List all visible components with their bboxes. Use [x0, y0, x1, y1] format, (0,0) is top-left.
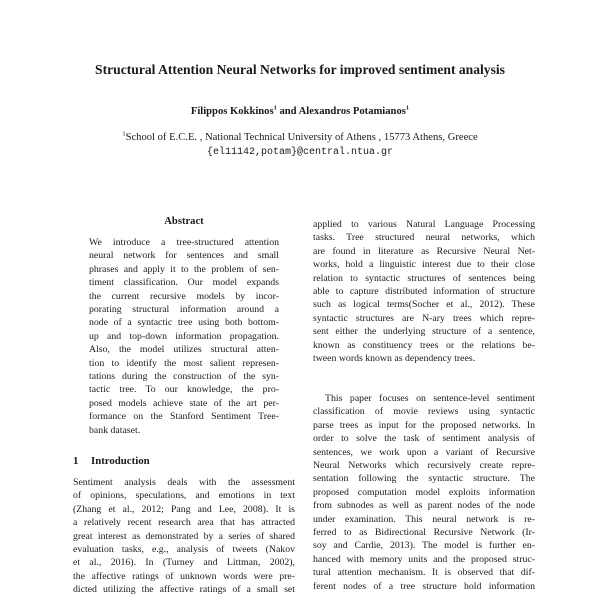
introduction-line: of opinions, speculations, and emotions in text — [73, 490, 295, 502]
paragraph-line: known as constituency trees or the relations be- — [313, 339, 535, 351]
paragraph-line: classification of movie reviews using syntactic — [313, 406, 535, 418]
abstract-line: up and top-down information propagation. — [89, 330, 279, 342]
paragraph-line: sent either the underlying structure of a sentence, — [313, 326, 535, 338]
paragraph-line: sentences, we work upon a variant of Recursive — [313, 446, 535, 458]
paragraph-line: soy and Cardie, 2013). The model is further en- — [313, 540, 535, 552]
abstract-line: bank dataset. — [89, 424, 141, 436]
abstract-line: node of a syntactic tree using both bottom- — [89, 317, 279, 329]
abstract-line: neural network for sentences and small — [89, 250, 279, 262]
abstract-line: timent classification. Our model expands — [89, 277, 279, 289]
abstract-line: tations during the construction of the syn- — [89, 371, 279, 383]
section-number: 1 — [73, 455, 79, 467]
paragraph-line: under examination. This neural network is re- — [313, 513, 535, 525]
introduction-line: Sentiment analysis deals with the assessment — [73, 477, 295, 488]
paragraph-line: such as logical terms(Socher et al., 2012). These — [313, 299, 535, 311]
abstract-line: the current recursive models by incor- — [89, 290, 279, 302]
introduction-line: evaluation tasks, e.g., analysis of tweets (Nakov — [73, 544, 295, 556]
abstract-heading: Abstract — [164, 216, 204, 227]
paragraph-line: tween words known as dependency trees. — [313, 353, 476, 365]
abstract-line: phrases and apply it to the problem of sen- — [89, 263, 279, 275]
introduction-line: great interest as demonstrated by a series of shared — [73, 530, 295, 542]
section-heading-introduction — [73, 455, 150, 467]
abstract-line: tactic tree. To our knowledge, the pro- — [89, 384, 279, 396]
paragraph-line: Neural Networks which recursively create repre- — [313, 460, 535, 472]
author-1-affil-mark: 1 — [273, 104, 277, 112]
abstract-line: tion to identify the most salient represen- — [89, 357, 279, 369]
right-column-paragraph-1 — [313, 218, 535, 365]
abstract-line: porating structural information around a — [89, 304, 279, 316]
paragraph-line: relation to syntactic structures of sentences being — [313, 272, 535, 284]
author-line — [0, 106, 600, 117]
author-1: Filippos Kokkinos — [190, 106, 274, 117]
abstract-line: Also, the model utilizes structural atten- — [89, 344, 279, 356]
introduction-line: the affective ratings of unknown words were pre- — [73, 570, 295, 582]
paragraph-line: applied to various Natural Language Processing — [313, 219, 535, 230]
right-column-paragraph-2 — [313, 392, 535, 593]
paragraph-line: proposed computation model exploits information — [313, 486, 535, 498]
abstract-line: We introduce a tree-structured attention — [89, 237, 279, 248]
abstract-body — [89, 236, 279, 437]
introduction-body — [73, 476, 295, 597]
section-title: Introduction — [91, 455, 150, 467]
affiliation-mark: 1 — [122, 130, 126, 138]
paragraph-line: This paper focuses on sentence-level sentiment — [325, 393, 535, 404]
author-2: Alexandros Potamianos — [298, 106, 406, 117]
paragraph-line: works, hold a linguistic interest due to their close — [313, 259, 535, 271]
abstract-line: formance on the Stanford Sentiment Tree- — [89, 411, 279, 423]
paragraph-line: syntactic structures are N-ary trees which repre- — [313, 312, 535, 324]
paragraph-line: parse trees as input for the proposed networks. In — [313, 419, 535, 431]
paragraph-line: tural attention mechanism. It is observed that dif- — [313, 567, 535, 579]
paragraph-line: are found in literature as Recursive Neural Net- — [313, 245, 535, 257]
introduction-line: (Zhang et al., 2012; Pang and Lee, 2008). It is — [73, 503, 295, 515]
paragraph-line: from subnodes as well as parent nodes of the node — [313, 500, 535, 512]
introduction-line: dicted utilizing the affective ratings of a small set — [73, 584, 295, 596]
paragraph-line: able to capture distributed information of structure — [313, 286, 535, 298]
paragraph-line: sentation following the syntactic structure. The — [313, 473, 535, 485]
author-emails: {el11142,potam}@central.ntua.gr — [206, 147, 394, 158]
author-conjunction: and — [276, 106, 299, 117]
paragraph-line: ferent nodes of a tree structure hold information — [313, 580, 535, 592]
paragraph-line: order to solve the task of sentiment analysis of — [313, 433, 535, 445]
paragraph-line: hanced with memory units and the proposed struc- — [313, 553, 535, 565]
affiliation-text: School of E.C.E. , National Technical University of Athens , 15773 Athens, Greece — [125, 132, 478, 143]
author-2-affil-mark: 1 — [405, 104, 410, 112]
paragraph-line: tasks. Tree structured neural networks, which — [313, 232, 535, 244]
paper-title: Structural Attention Neural Networks for improved sentiment analysis — [95, 62, 505, 77]
abstract-line: posed models achieve state of the art per- — [89, 397, 279, 409]
paragraph-line: ferred to as Bidirectional Recursive Network (Ir- — [313, 527, 535, 539]
introduction-line: et al., 2016). In (Turney and Littman, 2002), — [73, 557, 295, 569]
introduction-line: a relatively recent research area that has attracted — [73, 517, 295, 529]
affiliation — [0, 132, 600, 143]
